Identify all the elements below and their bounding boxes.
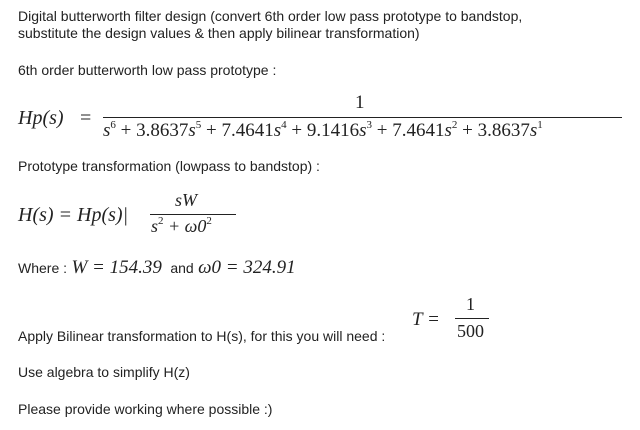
transform-numerator: sW [175,190,197,210]
design-values [18,257,296,279]
where-label: Where : [18,260,68,276]
lowpass-fraction-bar [103,117,622,118]
sampling-fraction-bar [455,318,489,319]
and-label: and [170,260,194,276]
transform-denominator: $s^2 + \omega 0^2$ [151,215,212,236]
lowpass-denominator: $s^6 + 3.8637s^5 + 7.4641s^4 + 9.1416s^3 + 7.4641s^2 + 3.8637s^1$ [103,118,543,141]
transform-heading: Prototype transformation (lowpass to bandstop) : [18,158,320,174]
w-value: W = 154.39 [71,257,162,278]
instruction-simplify: Use algebra to simplify H(z) [18,364,190,380]
instruction-working: Please provide working where possible :) [18,401,273,417]
lowpass-equals: = [80,107,92,129]
intro-line-2: substitute the design values & then apply bilinear transformation) [18,25,420,41]
lowpass-lhs: Hp(s) [18,107,64,129]
transform-lhs: H(s) = Hp(s)| [18,204,129,226]
lowpass-heading: 6th order butterworth low pass prototype : [18,62,277,78]
w0-value: ω0 = 324.91 [198,257,296,278]
sampling-numerator: 1 [466,294,475,314]
lowpass-numerator: 1 [355,92,365,113]
intro-line-1: Digital butterworth filter design (convert 6th order low pass prototype to bandstop, [18,8,523,24]
sampling-denominator: 500 [457,321,484,341]
instruction-bilinear: Apply Bilinear transformation to H(s), for this you will need : [18,328,386,344]
sampling-lhs: T = [412,309,440,330]
